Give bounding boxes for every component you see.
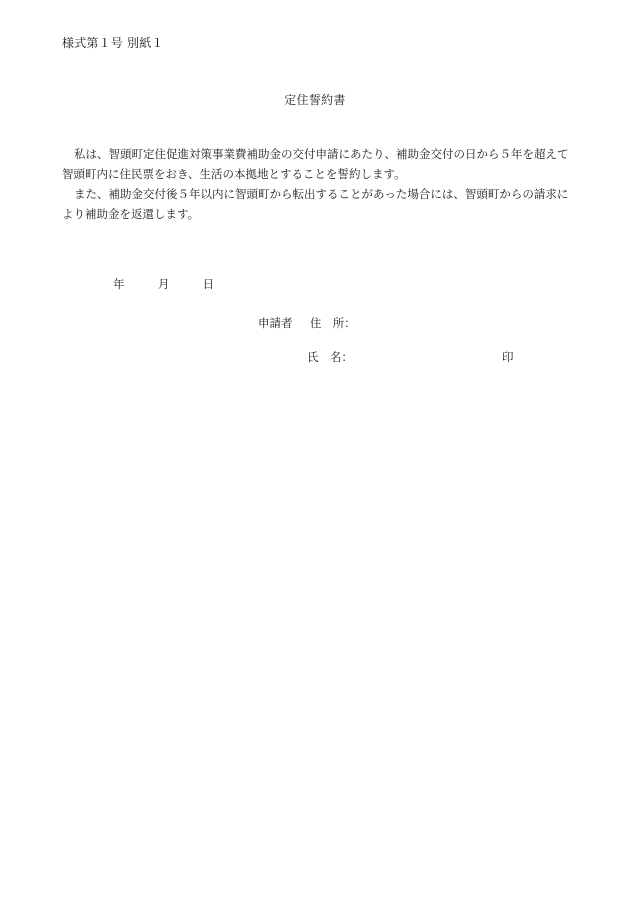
date-line: [113, 276, 214, 292]
name-label: 氏 名：: [307, 350, 353, 364]
form-number: 様式第１号 別紙１: [62, 36, 164, 50]
day-label: 日: [202, 277, 215, 291]
year-label: 年: [113, 277, 125, 291]
document-title: 定住誓約書: [284, 93, 346, 107]
applicant-role-label: 申請者: [258, 316, 293, 330]
pledge-paragraph-2: また、補助金交付後５年以内に智頭町から転出することがあった場合には、智頭町からの請求により補助金を返還します。: [62, 187, 569, 221]
seal-mark: 印: [502, 350, 514, 364]
pledge-body: [62, 144, 572, 224]
applicant-address-line: [258, 315, 356, 331]
address-label: 住 所：: [309, 316, 356, 330]
applicant-name-line: [307, 349, 353, 365]
pledge-paragraph-1: 私は、智頭町定住促進対策事業費補助金の交付申請にあたり、補助金交付の日から５年を超えて智頭町内に住民票をおき、生活の本拠地とすることを誓約します。: [62, 147, 569, 181]
month-label: 月: [157, 277, 170, 291]
